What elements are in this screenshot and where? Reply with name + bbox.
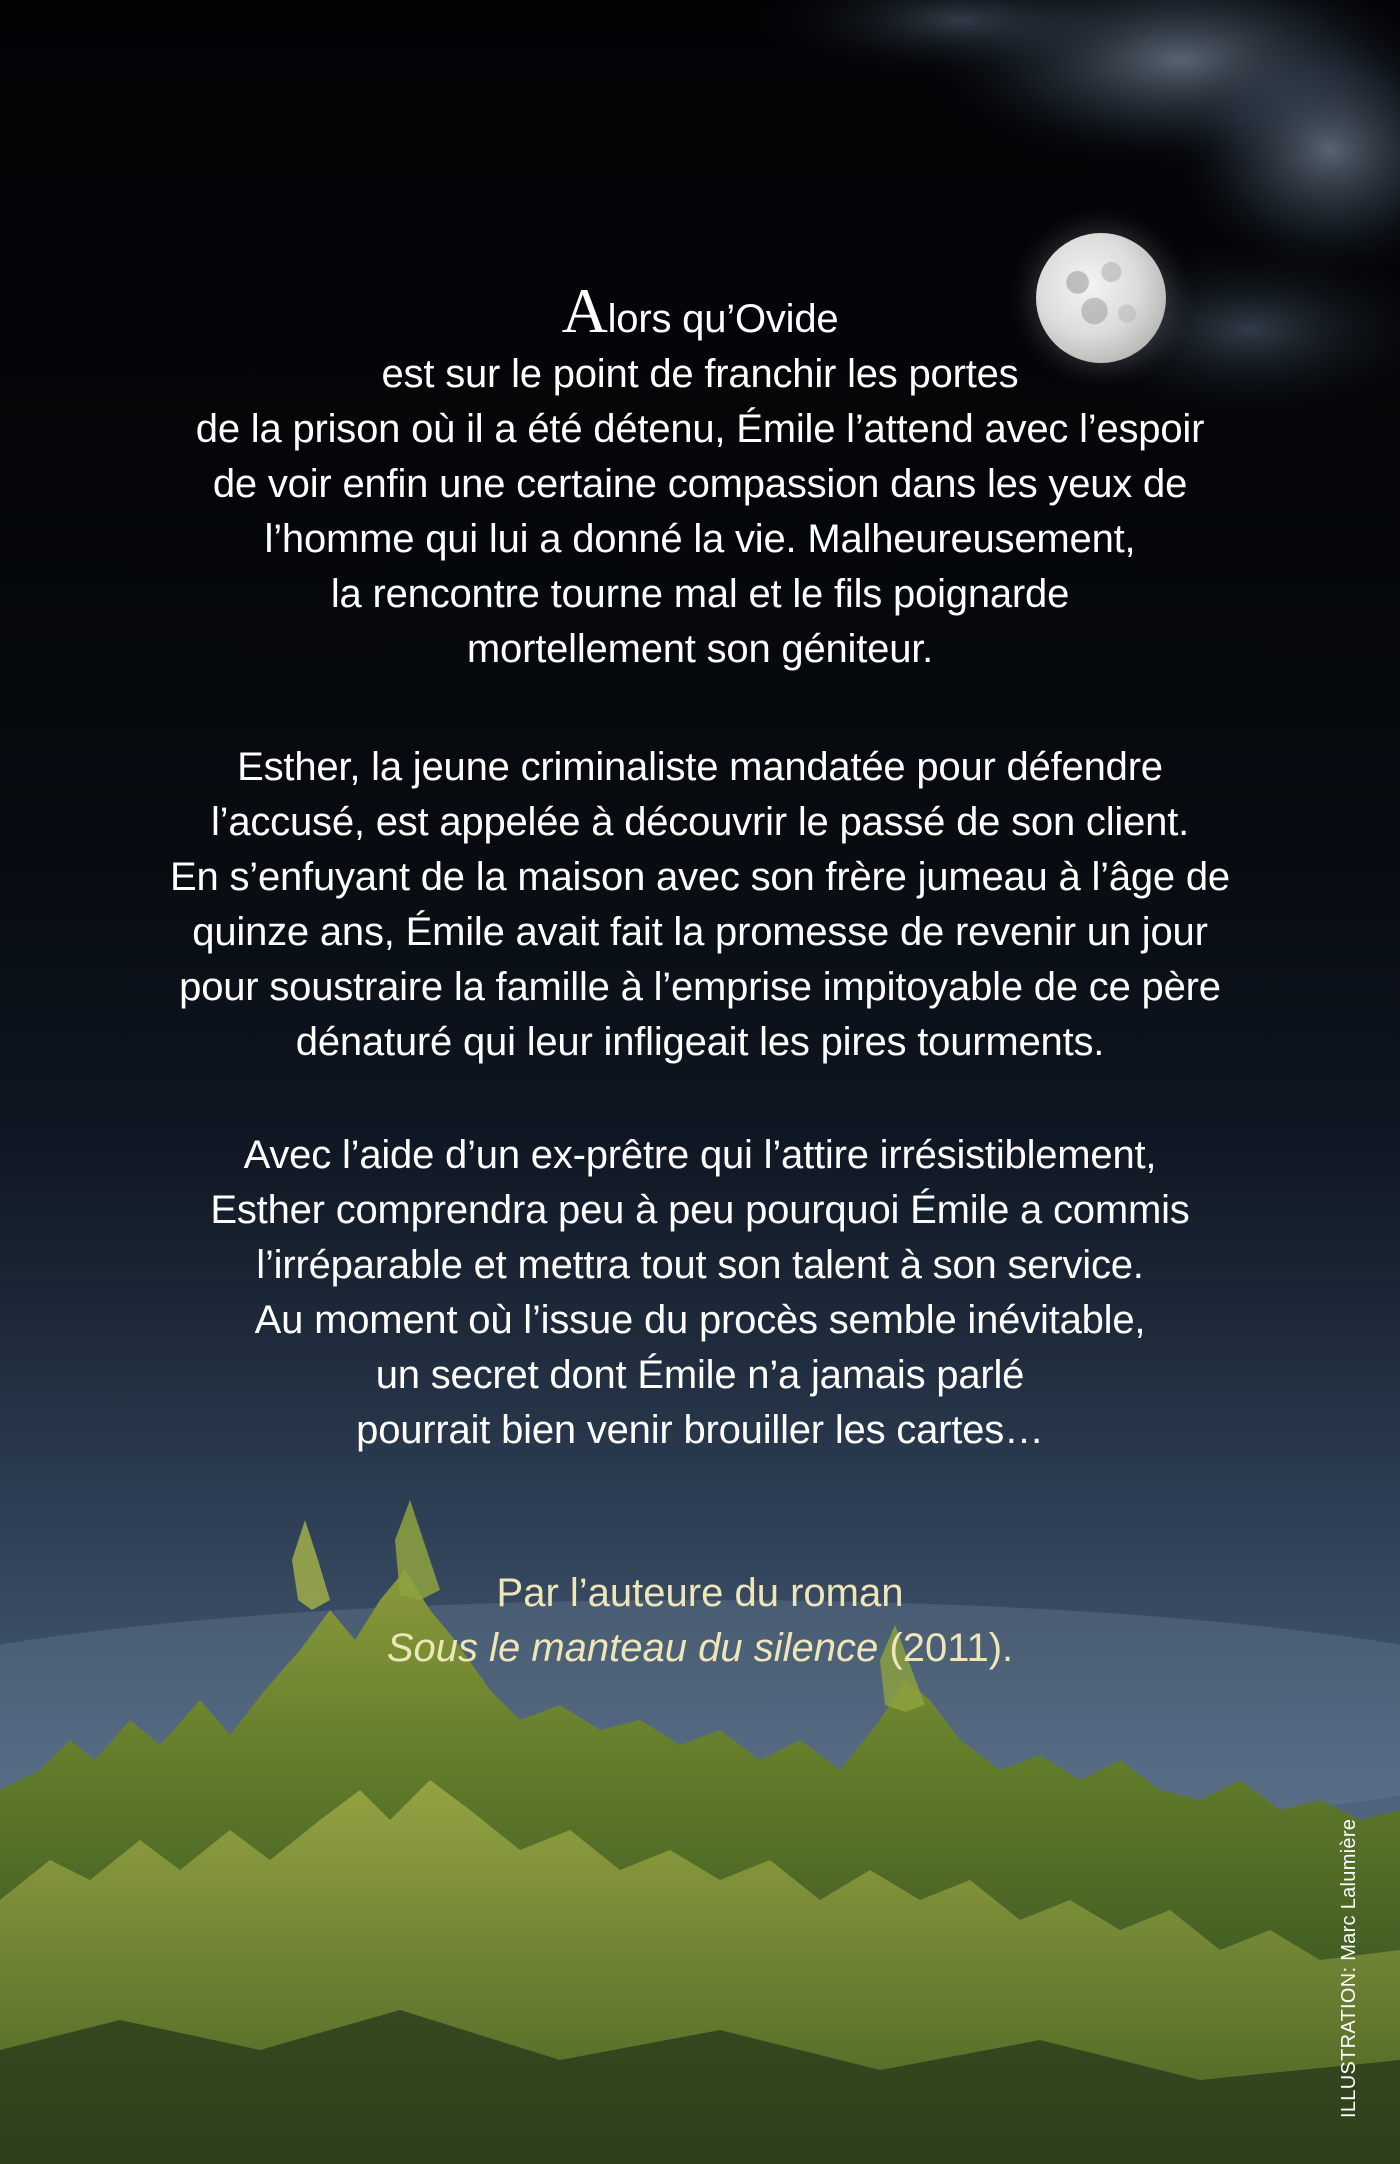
paragraph-line: pour soustraire la famille à l’emprise impitoyable de ce père (179, 965, 1221, 1009)
illustration-credit: ILLUSTRATION: Marc Lalumière (1338, 1818, 1360, 2118)
paragraph-line: Au moment où l’issue du procès semble inévitable, (254, 1298, 1146, 1342)
byline-line-1: Par l’auteure du roman (496, 1571, 904, 1615)
paragraph-line: est sur le point de franchir les portes (381, 352, 1019, 396)
byline-line-2 (90, 1621, 1310, 1676)
previous-book-title: Sous le manteau du silence (386, 1626, 879, 1670)
author-byline (90, 1566, 1310, 1676)
paragraph-line (90, 275, 1310, 347)
paragraph-line: la rencontre tourne mal et le fils poignarde (330, 572, 1070, 616)
drop-cap-initial: A (561, 275, 608, 346)
paragraph-line: quinze ans, Émile avait fait la promesse de revenir un jour (192, 910, 1208, 954)
first-line-text: lors qu’Ovide (607, 297, 839, 341)
paragraph-line: de voir enfin une certaine compassion dans les yeux de (212, 462, 1188, 506)
paragraph-line: l’homme qui lui a donné la vie. Malheureusement, (264, 517, 1136, 561)
paragraph-line: pourrait bien venir brouiller les cartes… (356, 1408, 1044, 1452)
summary-paragraph-1 (90, 275, 1310, 677)
paragraph-line: un secret dont Émile n’a jamais parlé (375, 1353, 1025, 1397)
paragraph-line: de la prison où il a été détenu, Émile l’attend avec l’espoir (195, 407, 1205, 451)
paragraph-line: Esther comprendra peu à peu pourquoi Émile a commis (210, 1188, 1190, 1232)
paragraph-line: Avec l’aide d’un ex-prêtre qui l’attire irrésistiblement, (243, 1133, 1157, 1177)
paragraph-line: l’accusé, est appelée à découvrir le passé de son client. (210, 800, 1190, 844)
paragraph-line: En s’enfuyant de la maison avec son frère jumeau à l’âge de (170, 855, 1230, 899)
paragraph-line: l’irréparable et mettra tout son talent à son service. (256, 1243, 1144, 1287)
summary-paragraph-2 (90, 740, 1310, 1070)
paragraph-line: mortellement son géniteur. (466, 627, 934, 671)
summary-paragraph-3 (90, 1128, 1310, 1458)
paragraph-line: Esther, la jeune criminaliste mandatée pour défendre (237, 745, 1163, 789)
paragraph-line: dénaturé qui leur infligeait les pires tourments. (295, 1020, 1105, 1064)
previous-book-year: (2011). (878, 1626, 1014, 1670)
